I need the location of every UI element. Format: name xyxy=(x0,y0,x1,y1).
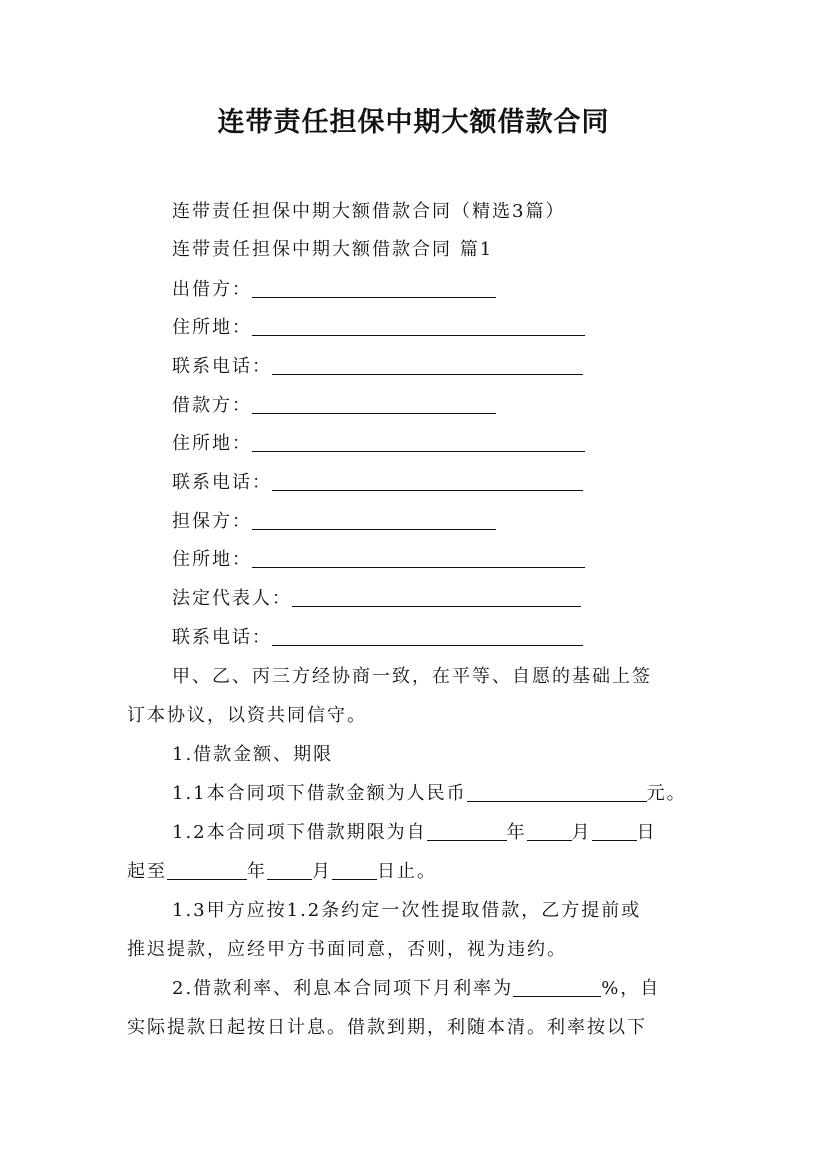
blank-line xyxy=(167,861,247,880)
blank-line xyxy=(272,356,583,375)
blank-line xyxy=(252,433,585,452)
field-lender xyxy=(172,278,496,302)
clause-1-3-continued: 推迟提款，应经甲方书面同意，否则，视为违约。 xyxy=(127,939,567,960)
section-heading: 连带责任担保中期大额借款合同 篇1 xyxy=(172,239,494,260)
clause-1-2 xyxy=(172,821,657,845)
field-lender-address xyxy=(172,316,585,340)
clause-text: 元。 xyxy=(646,783,687,804)
clause-text: 1.2本合同项下借款期限为自 xyxy=(172,822,427,843)
blank-line xyxy=(267,861,312,880)
field-lender-phone xyxy=(172,355,583,379)
field-label: 出借方： xyxy=(172,279,252,300)
clause-text: 日 xyxy=(636,822,657,843)
field-label: 担保方： xyxy=(172,511,252,532)
clause-2 xyxy=(172,977,660,1001)
field-label: 住所地： xyxy=(172,549,252,570)
clause-1-3: 1.3甲方应按1.2条约定一次性提取借款，乙方提前或 xyxy=(172,900,642,921)
blank-line xyxy=(592,822,637,841)
clause-text: 月 xyxy=(312,861,332,882)
paragraph-line: 甲、乙、丙三方经协商一致，在平等、自愿的基础上签 xyxy=(172,666,652,687)
clause-text: %，自 xyxy=(601,978,661,999)
document-title: 连带责任担保中期大额借款合同 xyxy=(217,107,610,138)
clause-text: 起至 xyxy=(127,861,167,882)
field-label: 借款方： xyxy=(172,395,252,416)
blank-line xyxy=(527,822,572,841)
clause-2-continued: 实际提款日起按日计息。借款到期，利随本清。利率按以下 xyxy=(127,1017,647,1038)
field-guarantor xyxy=(172,510,496,534)
field-label: 住所地： xyxy=(172,433,252,454)
blank-line xyxy=(427,822,507,841)
clause-text: 2.借款利率、利息本合同项下月利率为 xyxy=(172,978,514,999)
clause-text: 1.1本合同项下借款金额为人民币 xyxy=(172,783,467,804)
blank-line xyxy=(252,395,496,414)
blank-line xyxy=(292,588,581,607)
field-label: 法定代表人： xyxy=(172,588,292,609)
field-legal-rep xyxy=(172,587,581,611)
blank-line xyxy=(252,511,496,530)
clause-text: 日止。 xyxy=(377,861,437,882)
field-borrower xyxy=(172,394,496,418)
clause-1-1 xyxy=(172,782,687,806)
blank-line xyxy=(252,549,585,568)
field-label: 住所地： xyxy=(172,317,252,338)
blank-line xyxy=(252,317,585,336)
document-subtitle: 连带责任担保中期大额借款合同（精选3篇） xyxy=(172,201,566,222)
blank-line xyxy=(332,861,377,880)
field-label: 联系电话： xyxy=(172,627,272,648)
paragraph-line: 订本协议，以资共同信守。 xyxy=(127,705,367,726)
clause-1-2-continued xyxy=(127,860,437,884)
blank-line xyxy=(272,627,583,646)
blank-line xyxy=(272,472,583,491)
field-borrower-address xyxy=(172,432,585,456)
clause-text: 月 xyxy=(571,822,592,843)
field-label: 联系电话： xyxy=(172,472,272,493)
clause-text: 年 xyxy=(506,822,527,843)
blank-line xyxy=(252,279,496,298)
blank-line xyxy=(513,978,601,997)
clause-text: 年 xyxy=(247,861,267,882)
blank-line xyxy=(467,783,647,802)
field-guarantor-address xyxy=(172,548,585,572)
clause-heading: 1.借款金额、期限 xyxy=(172,744,334,765)
field-borrower-phone xyxy=(172,471,583,495)
field-label: 联系电话： xyxy=(172,356,272,377)
field-guarantor-phone xyxy=(172,626,583,650)
